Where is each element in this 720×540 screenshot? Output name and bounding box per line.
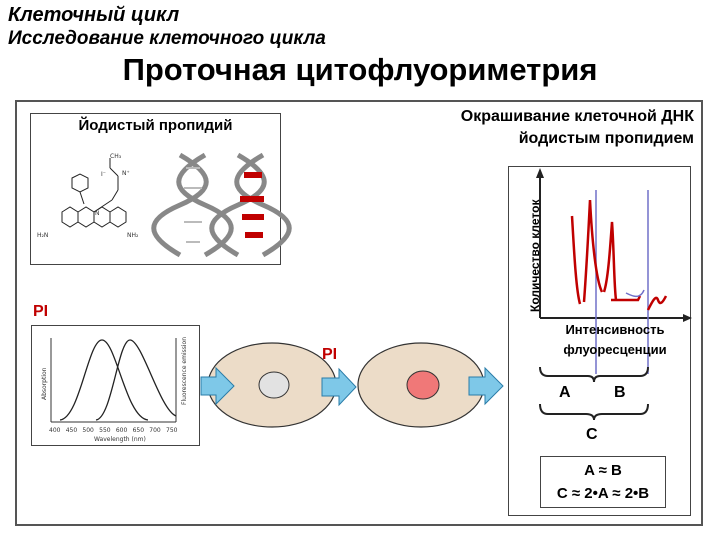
spectrum-x-tick: 700 <box>149 427 161 434</box>
pi-arrow-label: PI <box>322 346 338 363</box>
histogram-xlabel-line2: флуоресценции <box>563 342 667 357</box>
spectrum-x-tick: 400 <box>49 427 61 434</box>
emission-curve <box>96 340 176 420</box>
equation-line2: C ≈ 2•A ≈ 2•B <box>556 485 650 502</box>
group-brackets <box>540 367 648 420</box>
staining-title-line2: йодистым пропидием <box>518 130 694 147</box>
spectrum-x-tick: 750 <box>166 427 178 434</box>
bracket-b <box>594 367 648 382</box>
g1-peak-left <box>572 216 580 304</box>
molecule-nplus-text: N⁺ <box>122 170 130 177</box>
molecule-i-text: I⁻ <box>101 171 106 178</box>
bracket-a <box>540 367 594 382</box>
header-subject: Клеточный цикл <box>8 4 180 26</box>
spectrum-x-tick: 650 <box>132 427 145 434</box>
g2-peak <box>648 296 666 310</box>
molecule-nh2-text: NH₂ <box>127 232 139 239</box>
cell-stained <box>358 343 484 427</box>
nucleus-stained <box>407 371 439 399</box>
histogram-xlabel <box>540 320 690 360</box>
absorption-curve <box>60 340 148 420</box>
nucleus-unstained <box>259 372 289 398</box>
staining-title-line1: Окрашивание клеточной ДНК <box>460 108 694 125</box>
spectrum-ylabel-left: Absorption <box>41 367 48 400</box>
pi-spectrum-label: PI <box>33 303 49 320</box>
equations-box <box>540 456 666 508</box>
header-topic: Исследование клеточного цикла <box>8 28 326 49</box>
spectrum-x-tick: 450 <box>65 427 78 434</box>
spectrum-x-tick: 500 <box>82 427 94 434</box>
molecule-h2n-text: H₂N <box>37 232 49 239</box>
group-a-label: A <box>559 384 571 401</box>
molecule-n-text: N <box>95 210 100 217</box>
histogram-ylabel: Количество клеток <box>528 199 542 312</box>
propidium-iodide-label: Йодистый пропидий <box>78 117 233 134</box>
spectrum-x-ticks <box>49 427 178 434</box>
histogram-xlabel-line1: Интенсивность <box>565 322 665 337</box>
group-b-label: B <box>614 384 626 401</box>
spectrum-ylabel-right: Fluorescence emission <box>181 336 188 405</box>
s-phase-rise <box>604 222 616 300</box>
molecule-ch3-text: CH₃ <box>110 153 122 160</box>
spectrum-xlabel: Wavelength (nm) <box>94 436 146 443</box>
spectrum-x-tick: 600 <box>115 427 128 434</box>
spectrum-x-tick: 550 <box>99 427 111 434</box>
s-phase-fit <box>626 290 644 296</box>
spectrum-chart <box>41 337 188 443</box>
page-title: Проточная цитофлуориметрия <box>122 52 598 87</box>
g1-peak <box>584 200 602 302</box>
group-c-label: C <box>586 426 598 443</box>
bracket-c <box>540 404 648 420</box>
molecule-structure <box>62 158 126 227</box>
equation-line1: A ≈ B <box>584 462 622 479</box>
